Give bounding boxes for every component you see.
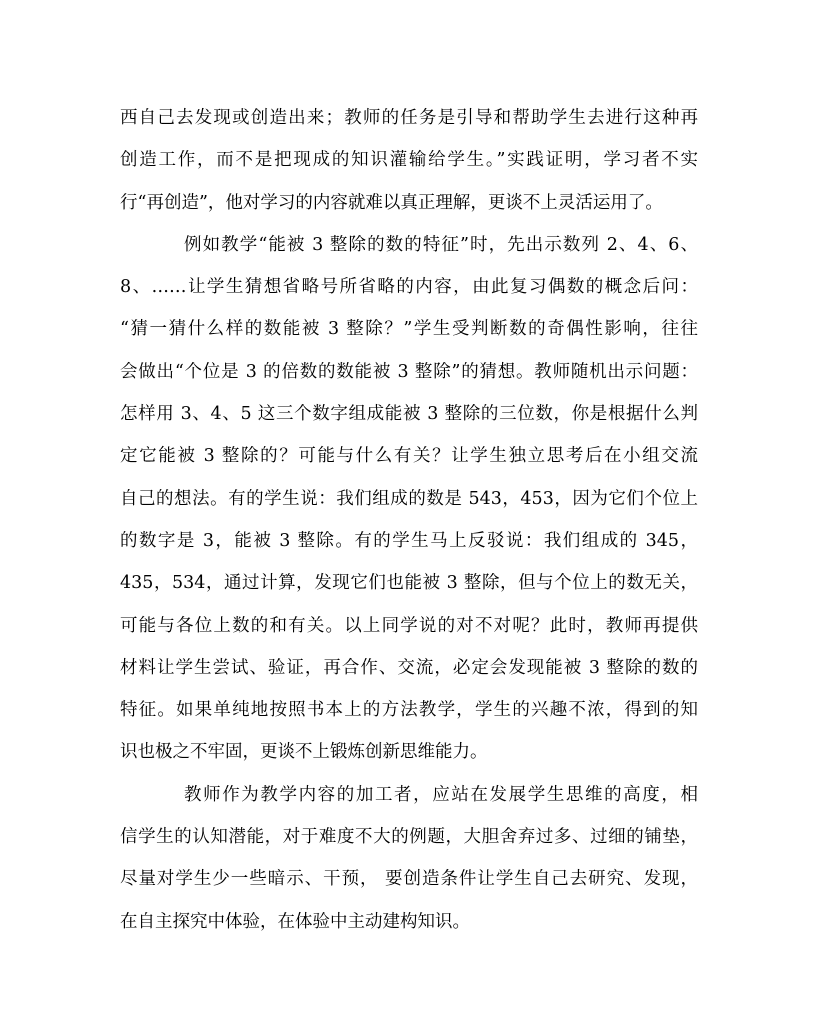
text-line: 例如教学“能被 3 整除的数的特征”时，先出示数列 2、4、6、 [184, 234, 698, 255]
text-line: 怎样用 3、4、5 这三个数字组成能被 3 整除的三位数，你是根据什么判 [120, 404, 698, 425]
text-line: 8、……让学生猜想省略号所省略的内容，由此复习偶数的概念后问： [120, 277, 698, 298]
text-line: 自己的想法。有的学生说：我们组成的数是 543，453，因为它们个位上 [120, 488, 698, 509]
paragraph-teacher-role [120, 774, 698, 943]
paragraph-continuation [120, 97, 698, 224]
text-line: 信学生的认知潜能，对于难度不大的例题，大胆舍弃过多、过细的铺垫， [120, 827, 698, 848]
text-line: 435，534，通过计算，发现它们也能被 3 整除，但与个位上的数无关， [120, 573, 698, 594]
text-line: 材料让学生尝试、验证，再合作、交流，必定会发现能被 3 整除的数的 [120, 657, 698, 678]
paragraph-example [120, 224, 698, 774]
text-line: 行“再创造”，他对学习的内容就难以真正理解，更谈不上灵活运用了。 [120, 192, 663, 213]
text-line: 定它能被 3 整除的？可能与什么有关？让学生独立思考后在小组交流 [120, 446, 698, 467]
text-line: 特征。如果单纯地按照书本上的方法教学，学生的兴趣不浓，得到的知 [120, 700, 698, 721]
text-line: 会做出“个位是 3 的倍数的数能被 3 整除”的猜想。教师随机出示问题： [120, 361, 698, 382]
text-line: 教师作为教学内容的加工者，应站在发展学生思维的高度，相 [184, 784, 698, 805]
text-line: 在自主探究中体验，在体验中主动建构知识。 [120, 911, 470, 932]
text-line: 西自己去发现或创造出来；教师的任务是引导和帮助学生去进行这种再 [120, 108, 698, 128]
text-line: “猜一猜什么样的数能被 3 整除？”学生受判断数的奇偶性影响，往往 [120, 319, 698, 340]
text-line: 创造工作，而不是把现成的知识灌输给学生。”实践证明，学习者不实 [120, 150, 698, 171]
document-body [120, 97, 698, 943]
text-line: 的数字是 3，能被 3 整除。有的学生马上反驳说：我们组成的 345， [120, 530, 698, 551]
text-line: 识也极之不牢固，更谈不上锻炼创新思维能力。 [120, 742, 488, 763]
text-line: 可能与各位上数的和有关。以上同学说的对不对呢？此时，教师再提供 [120, 615, 698, 636]
text-line: 尽量对学生少一些暗示、干预， 要创造条件让学生自己去研究、发现， [120, 869, 698, 890]
